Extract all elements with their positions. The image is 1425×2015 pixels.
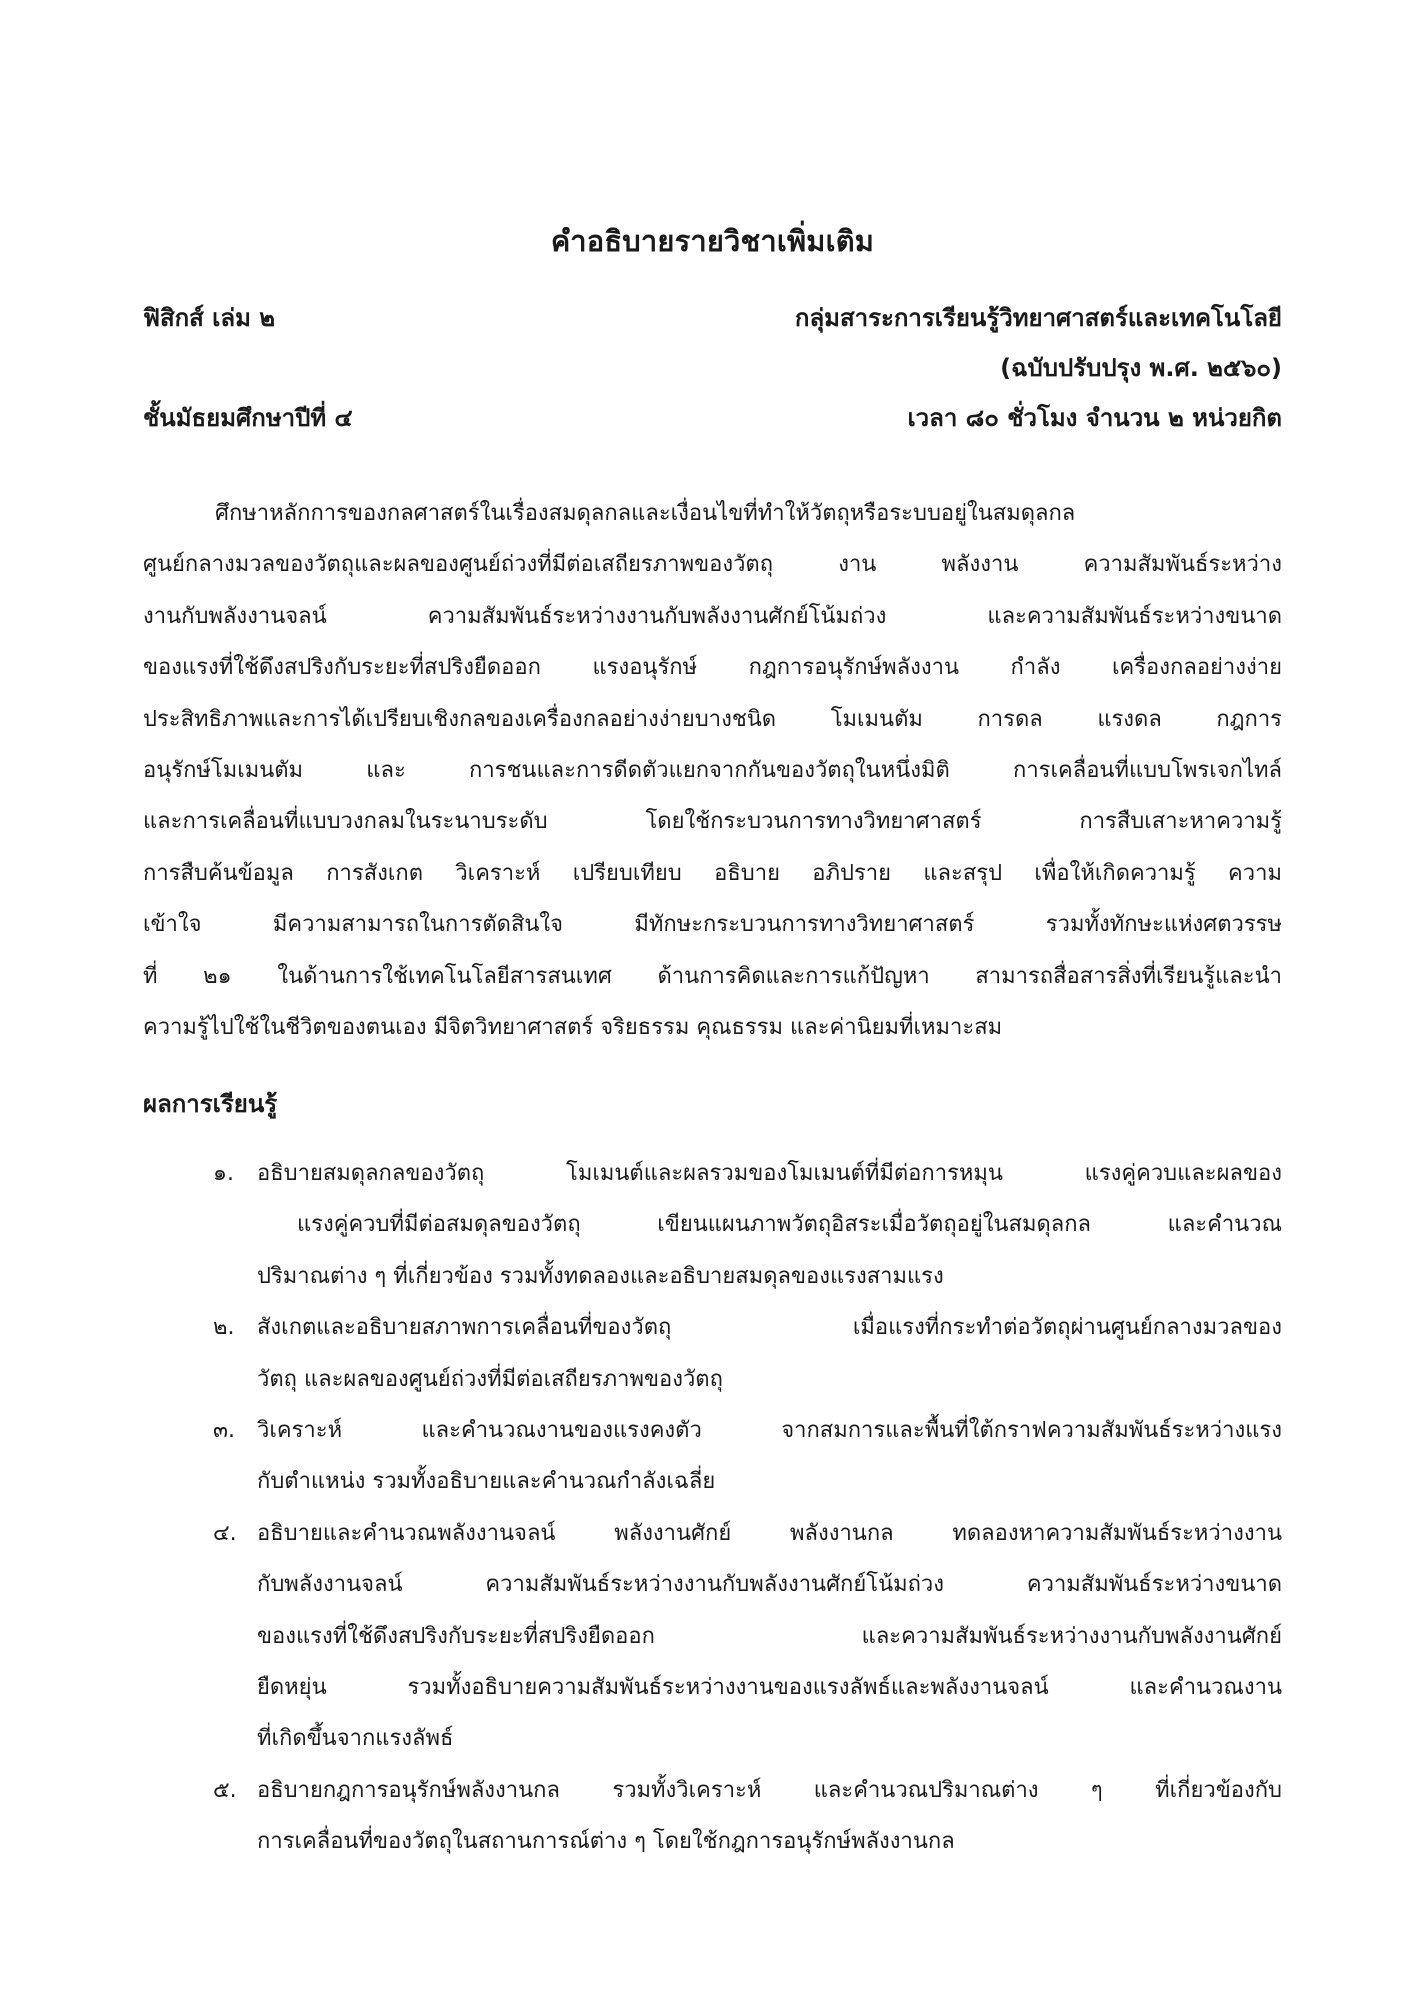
outcome-line: อธิบายกฎการอนุรักษ์พลังงานกล รวมทั้งวิเคราะห์ และคำนวณปริมาณต่าง ๆ ที่เกี่ยวข้องกับ <box>257 1777 1282 1803</box>
description-line: ศึกษาหลักการของกลศาสตร์ในเรื่องสมดุลกลและเงื่อนไขที่ทำให้วัตถุหรือระบบอยู่ในสมดุลกล <box>215 501 1076 526</box>
outcome-item-4 <box>143 1508 1282 1765</box>
outcome-line: แรงคู่ควบที่มีต่อสมดุลของวัตถุ เขียนแผนภาพวัตถุอิสระเมื่อวัตถุอยู่ในสมดุลกล และคำนวณ <box>297 1212 1282 1238</box>
outcome-line: ของแรงที่ใช้ดึงสปริงกับระยะที่สปริงยืดออก และความสัมพันธ์ระหว่างงานกับพลังงานศักย์ <box>257 1623 1282 1649</box>
description-line: อนุรักษ์โมเมนตัม และ การชนและการดีดตัวแยกจากกันของวัตถุในหนึ่งมิติ การเคลื่อนที่แบบโพรเจกไทล์ <box>143 758 1282 784</box>
edition-note: (ฉบับปรับปรุง พ.ศ. ๒๕๖๐) <box>1000 354 1282 382</box>
description-line: ประสิทธิภาพและการได้เปรียบเชิงกลของเครื่องกลอย่างง่ายบางชนิด โมเมนตัม การดล แรงดล กฎการ <box>143 706 1282 732</box>
description-line: ความรู้ไปใช้ในชีวิตของตนเอง มีจิตวิทยาศาสตร์ จริยธรรม คุณธรรม และค่านิยมที่เหมาะสม <box>143 1015 1003 1041</box>
outcome-item-2 <box>143 1302 1282 1405</box>
outcome-line: กับพลังงานจลน์ ความสัมพันธ์ระหว่างงานกับพลังงานศักย์โน้มถ่วง ความสัมพันธ์ระหว่างขนาด <box>257 1572 1282 1598</box>
outcome-line: วิเคราะห์ และคำนวณงานของแรงคงตัว จากสมการและพื้นที่ใต้กราฟความสัมพันธ์ระหว่างแรง <box>257 1418 1282 1444</box>
outcome-line: กับตำแหน่ง รวมทั้งอธิบายและคำนวณกำลังเฉลี่ย <box>257 1469 716 1495</box>
grade-level: ชั้นมัธยมศึกษาปีที่ ๔ <box>143 404 353 432</box>
outcome-number: ๔. <box>213 1520 237 1546</box>
outcome-line: อธิบายสมดุลกลของวัตถุ โมเมนต์และผลรวมของโมเมนต์ที่มีต่อการหมุน แรงคู่ควบและผลของ <box>257 1161 1282 1186</box>
outcome-item-5 <box>143 1765 1282 1868</box>
description-line: งานกับพลังงานจลน์ ความสัมพันธ์ระหว่างงานกับพลังงานศักย์โน้มถ่วง และความสัมพันธ์ระหว่างขนาด <box>143 603 1282 629</box>
outcome-line: การเคลื่อนที่ของวัตถุในสถานการณ์ต่าง ๆ โดยใช้กฎการอนุรักษ์พลังงานกล <box>257 1829 955 1855</box>
learning-outcomes-list <box>143 1148 1282 1868</box>
description-line: ศูนย์กลางมวลของวัตถุและผลของศูนย์ถ่วงที่มีต่อเสถียรภาพของวัตถุ งาน พลังงาน ความสัมพันธ์ระหว่าง <box>143 552 1282 578</box>
time-and-credits: เวลา ๘๐ ชั่วโมง จำนวน ๒ หน่วยกิต <box>907 404 1282 432</box>
outcome-number: ๕. <box>213 1777 237 1803</box>
subject-name: ฟิสิกส์ เล่ม ๒ <box>143 304 276 332</box>
outcome-line: ยืดหยุ่น รวมทั้งอธิบายความสัมพันธ์ระหว่างงานของแรงลัพธ์และพลังงานจลน์ และคำนวณงาน <box>257 1675 1282 1701</box>
description-line: ของแรงที่ใช้ดึงสปริงกับระยะที่สปริงยืดออก แรงอนุรักษ์ กฎการอนุรักษ์พลังงาน กำลัง เครื่องกลอย่างง่าย <box>143 655 1282 681</box>
learning-area: กลุ่มสาระการเรียนรู้วิทยาศาสตร์และเทคโนโลยี <box>794 304 1282 332</box>
outcome-number: ๒. <box>213 1315 235 1341</box>
outcome-line: วัตถุ และผลของศูนย์ถ่วงที่มีต่อเสถียรภาพของวัตถุ <box>257 1366 723 1392</box>
outcome-line: อธิบายและคำนวณพลังงานจลน์ พลังงานศักย์ พลังงานกล ทดลองหาความสัมพันธ์ระหว่างงาน <box>257 1520 1282 1546</box>
learning-outcomes-heading: ผลการเรียนรู้ <box>143 1090 278 1118</box>
outcome-line: ปริมาณต่าง ๆ ที่เกี่ยวข้อง รวมทั้งทดลองและอธิบายสมดุลของแรงสามแรง <box>257 1263 944 1289</box>
outcome-line: ที่เกิดขึ้นจากแรงลัพธ์ <box>257 1726 454 1752</box>
course-description <box>143 488 1282 1053</box>
outcome-number: ๑. <box>213 1161 234 1186</box>
document-title: คำอธิบายรายวิชาเพิ่มเติม <box>550 224 875 258</box>
description-line: และการเคลื่อนที่แบบวงกลมในระนาบระดับ โดยใช้กระบวนการทางวิทยาศาสตร์ การสืบเสาะหาความรู้ <box>143 809 1282 835</box>
description-line: ที่ ๒๑ ในด้านการใช้เทคโนโลยีสารสนเทศ ด้านการคิดและการแก้ปัญหา สามารถสื่อสารสิ่งที่เรียนรู้และนำ <box>143 963 1282 989</box>
outcome-line: สังเกตและอธิบายสภาพการเคลื่อนที่ของวัตถุ เมื่อแรงที่กระทำต่อวัตถุผ่านศูนย์กลางมวลของ <box>257 1315 1282 1341</box>
outcome-item-1 <box>143 1148 1282 1302</box>
description-line: การสืบค้นข้อมูล การสังเกต วิเคราะห์ เปรียบเทียบ อธิบาย อภิปราย และสรุป เพื่อให้เกิดความรู้ ความ <box>143 860 1282 886</box>
description-line: เข้าใจ มีความสามารถในการตัดสินใจ มีทักษะกระบวนการทางวิทยาศาสตร์ รวมทั้งทักษะแห่งศตวรรษ <box>143 912 1282 938</box>
outcome-number: ๓. <box>213 1418 236 1444</box>
outcome-item-3 <box>143 1405 1282 1508</box>
